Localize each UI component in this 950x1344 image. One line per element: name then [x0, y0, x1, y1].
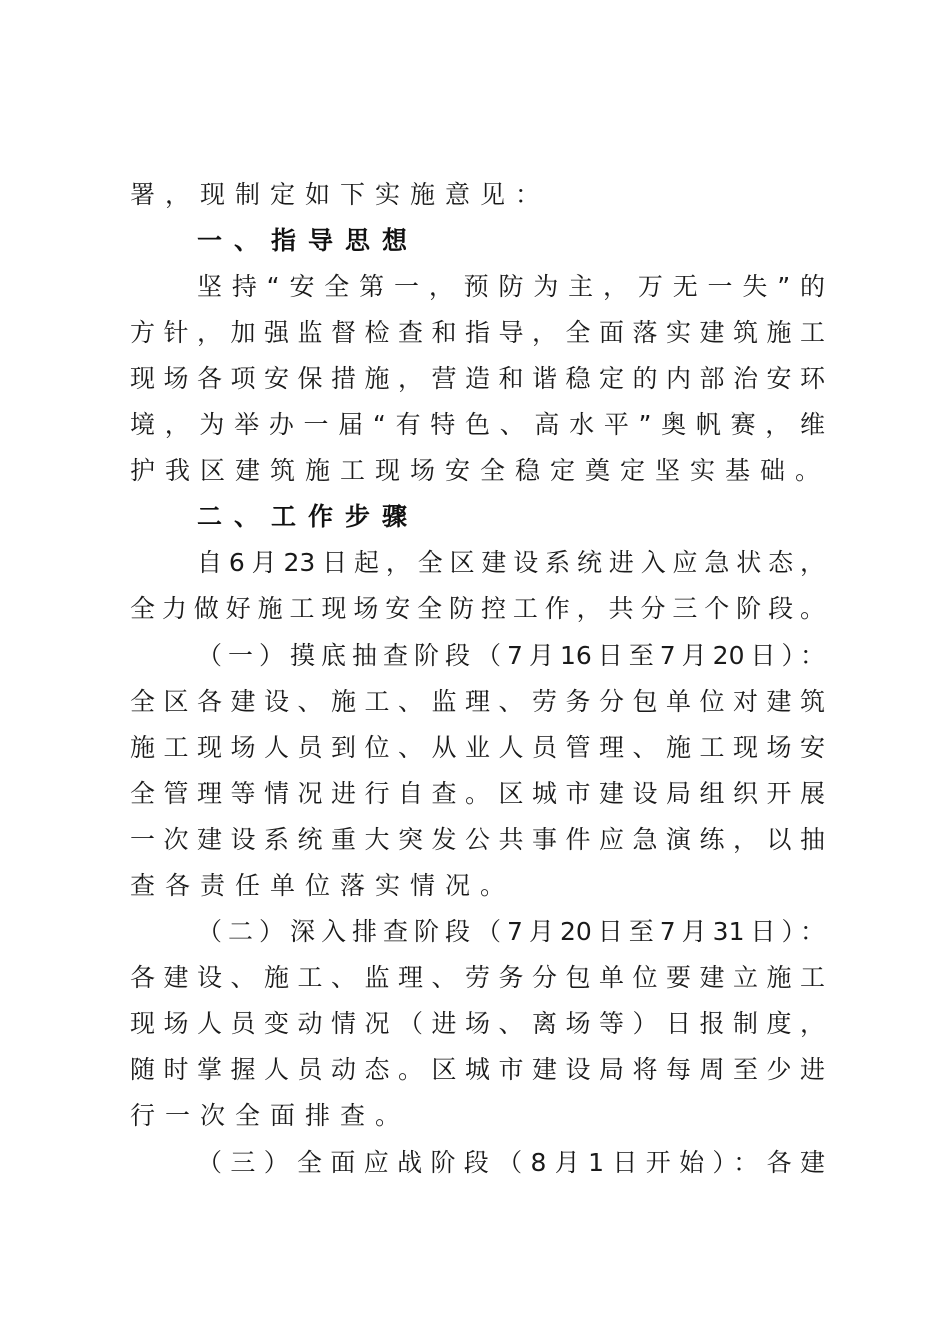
- paragraph-line: 全区各建设、施工、监理、劳务分包单位对建筑: [130, 687, 825, 716]
- paragraph-line: 方针，加强监督检查和指导，全面落实建筑施工: [130, 318, 825, 347]
- paragraph-line: 署，现制定如下实施意见：: [130, 180, 551, 209]
- paragraph-line: 查各责任单位落实情况。: [130, 871, 516, 900]
- section-heading-guiding-thought: 一、指导思想: [197, 226, 420, 255]
- paragraph-line: 现场各项安保措施，营造和谐稳定的内部治安环: [130, 364, 825, 393]
- paragraph-line: 全力做好施工现场安全防控工作，共分三个阶段。: [130, 594, 825, 623]
- paragraph-line: 护我区建筑施工现场安全稳定奠定坚实基础。: [130, 456, 831, 485]
- paragraph-line: 施工现场人员到位、从业人员管理、施工现场安: [130, 733, 825, 762]
- paragraph-line: 随时掌握人员动态。区城市建设局将每周至少进: [130, 1055, 825, 1084]
- paragraph-line: 坚持“安全第一，预防为主，万无一失”的: [197, 272, 825, 301]
- paragraph-line: （二）深入排查阶段（7月20日至7月31日）：: [197, 917, 825, 946]
- paragraph-line: （三）全面应战阶段（8月1日开始）：各建: [197, 1148, 825, 1177]
- section-heading-work-steps: 二、工作步骤: [197, 502, 420, 531]
- paragraph-line: 全管理等情况进行自查。区城市建设局组织开展: [130, 779, 825, 808]
- paragraph-line: 各建设、施工、监理、劳务分包单位要建立施工: [130, 963, 825, 992]
- paragraph-line: （一）摸底抽查阶段（7月16日至7月20日）：: [197, 641, 825, 670]
- paragraph-line: 行一次全面排查。: [130, 1101, 411, 1130]
- paragraph-line: 自6月23日起，全区建设系统进入应急状态，: [197, 548, 825, 577]
- paragraph-line: 境，为举办一届“有特色、高水平”奥帆赛，维: [130, 410, 825, 439]
- paragraph-line: 一次建设系统重大突发公共事件应急演练，以抽: [130, 825, 825, 854]
- paragraph-line: 现场人员变动情况（进场、离场等）日报制度，: [130, 1009, 825, 1038]
